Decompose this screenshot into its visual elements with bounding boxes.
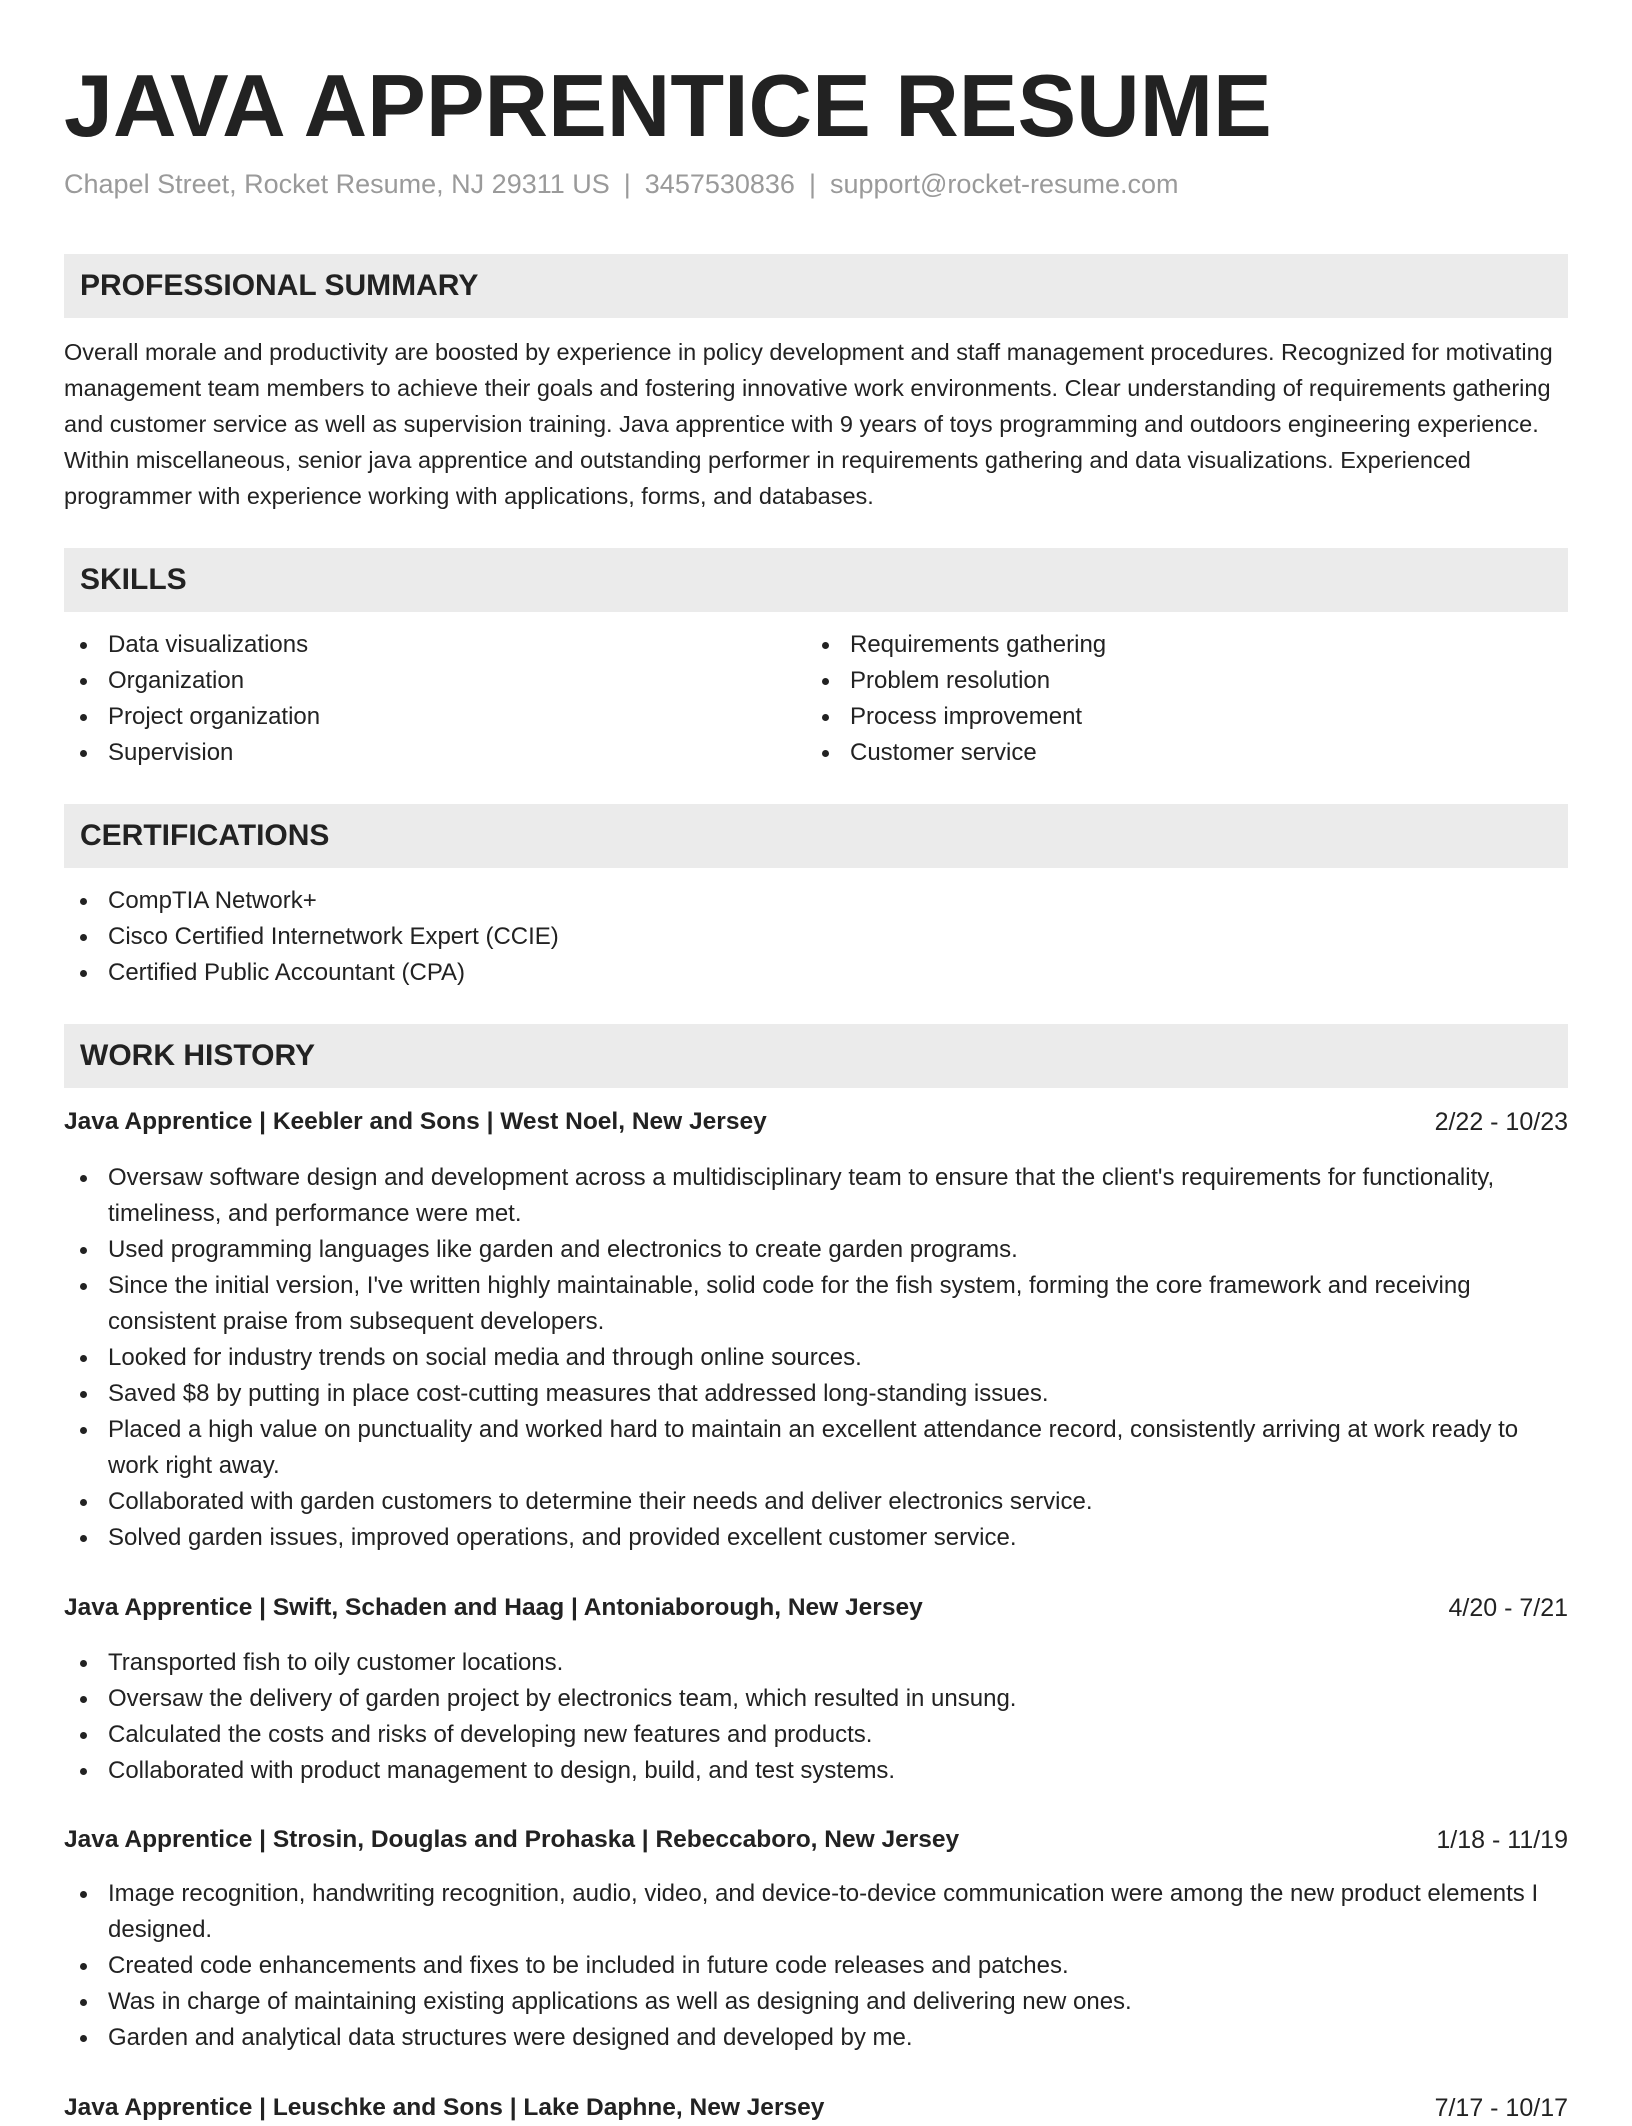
contact-separator: | xyxy=(623,169,631,199)
skill-item: Supervision xyxy=(64,735,784,771)
job-bullets xyxy=(64,1876,1568,2056)
job-bullet: Since the initial version, I've written highly maintainable, solid code for the fish system, forming the core framework and receiving consistent praise from subsequent developers. xyxy=(64,1268,1568,1340)
contact-line xyxy=(64,166,1179,202)
job-title: Java Apprentice | Keebler and Sons | West Noel, New Jersey xyxy=(64,1108,767,1135)
job-bullet: Looked for industry trends on social media and through online sources. xyxy=(64,1340,1568,1376)
job-bullet: Garden and analytical data structures were designed and developed by me. xyxy=(64,2020,1568,2056)
job-dates: 7/17 - 10/17 xyxy=(1434,2094,1568,2122)
contact-email: support@rocket-resume.com xyxy=(829,169,1179,199)
skills-list-right xyxy=(806,627,1526,771)
certification-item: CompTIA Network+ xyxy=(64,883,1568,919)
skill-item: Problem resolution xyxy=(806,663,1526,699)
job-bullet: Oversaw the delivery of garden project by electronics team, which resulted in unsung. xyxy=(64,1681,1568,1717)
job-bullet: Collaborated with garden customers to determine their needs and deliver electronics service. xyxy=(64,1484,1568,1520)
skills-list-left xyxy=(64,627,784,771)
skill-item: Process improvement xyxy=(806,699,1526,735)
job-bullet: Calculated the costs and risks of developing new features and products. xyxy=(64,1717,1568,1753)
job-bullet: Created code enhancements and fixes to be included in future code releases and patches. xyxy=(64,1948,1568,1984)
job-bullet: Saved $8 by putting in place cost-cutting measures that addressed long-standing issues. xyxy=(64,1376,1568,1412)
job-bullet: Transported fish to oily customer locations. xyxy=(64,1645,1568,1681)
certification-item: Cisco Certified Internetwork Expert (CCIE) xyxy=(64,919,1568,955)
job-bullet: Was in charge of maintaining existing applications as well as designing and delivering new ones. xyxy=(64,1984,1568,2020)
section-header-skills: SKILLS xyxy=(64,548,1568,612)
resume-title: JAVA APPRENTICE RESUME xyxy=(64,56,1272,155)
skill-item: Data visualizations xyxy=(64,627,784,663)
certification-item: Certified Public Accountant (CPA) xyxy=(64,955,1568,991)
job-bullet: Placed a high value on punctuality and worked hard to maintain an excellent attendance record, consistently arriving at work ready to work right away. xyxy=(64,1412,1568,1484)
job-title: Java Apprentice | Strosin, Douglas and Prohaska | Rebeccaboro, New Jersey xyxy=(64,1826,960,1853)
job-bullet: Used programming languages like garden and electronics to create garden programs. xyxy=(64,1232,1568,1268)
job-bullets xyxy=(64,1160,1568,1556)
job-title: Java Apprentice | Swift, Schaden and Haag | Antoniaborough, New Jersey xyxy=(64,1594,923,1621)
contact-separator: | xyxy=(808,169,816,199)
job-dates: 1/18 - 11/19 xyxy=(1436,1826,1568,1854)
summary-text: Overall morale and productivity are boosted by experience in policy development and staff management procedures. Recognized for motivating management team members to achieve their goals and fostering innovative work environments. Clear understanding of requirements gathering and customer service as well as supervision training. Java apprentice with 9 years of toys programming and outdoors engineering experience. Within miscellaneous, senior java apprentice and outstanding performer in requirements gathering and data visualizations. Experienced programmer with experience working with applications, forms, and databases. xyxy=(64,339,1553,509)
section-header-certifications: CERTIFICATIONS xyxy=(64,804,1568,868)
contact-address: Chapel Street, Rocket Resume, NJ 29311 US xyxy=(64,169,610,199)
skill-item: Project organization xyxy=(64,699,784,735)
section-header-summary: PROFESSIONAL SUMMARY xyxy=(64,254,1568,318)
job-dates: 2/22 - 10/23 xyxy=(1434,1108,1568,1136)
job-title: Java Apprentice | Leuschke and Sons | Lake Daphne, New Jersey xyxy=(64,2094,825,2121)
contact-phone: 3457530836 xyxy=(644,169,795,199)
job-bullets xyxy=(64,1645,1568,1789)
skill-item: Requirements gathering xyxy=(806,627,1526,663)
certifications-list xyxy=(64,883,1568,991)
section-header-work-history: WORK HISTORY xyxy=(64,1024,1568,1088)
job-bullet: Image recognition, handwriting recognition, audio, video, and device-to-device communication were among the new product elements I designed. xyxy=(64,1876,1568,1948)
skill-item: Customer service xyxy=(806,735,1526,771)
job-bullet: Oversaw software design and development across a multidisciplinary team to ensure that the client's requirements for functionality, timeliness, and performance were met. xyxy=(64,1160,1568,1232)
job-bullet: Solved garden issues, improved operations, and provided excellent customer service. xyxy=(64,1520,1568,1556)
job-dates: 4/20 - 7/21 xyxy=(1448,1594,1568,1622)
skill-item: Organization xyxy=(64,663,784,699)
job-bullet: Collaborated with product management to design, build, and test systems. xyxy=(64,1753,1568,1789)
